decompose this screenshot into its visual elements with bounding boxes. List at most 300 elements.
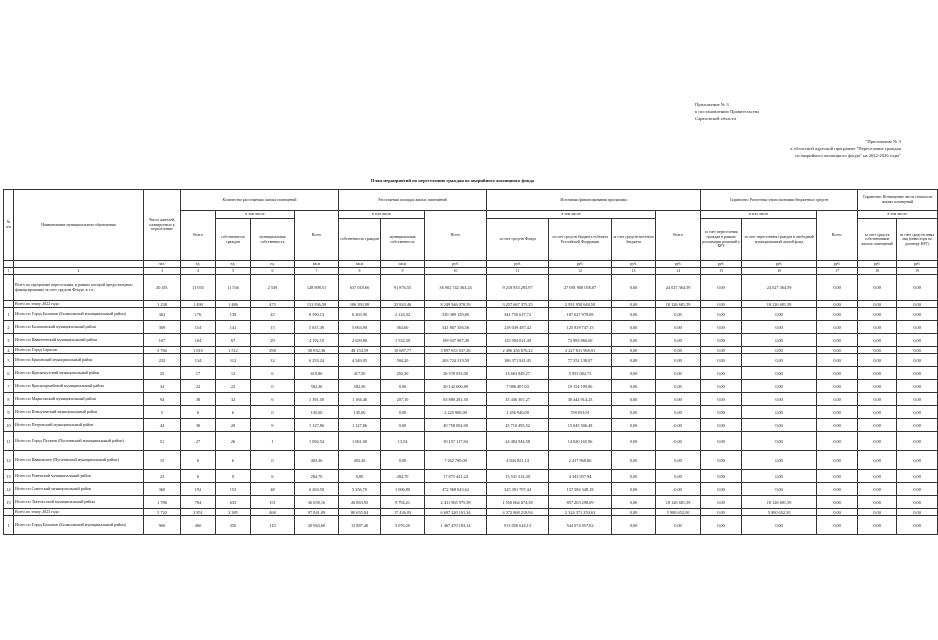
column-number-cell: 15 (701, 268, 742, 275)
row-value: 3 897 653 037,26 (425, 347, 487, 354)
column-number-cell: 18 (858, 268, 897, 275)
row-value: 77 352 138,07 (549, 354, 612, 367)
row-value: 0,00 (612, 354, 656, 367)
row-value: 9 (251, 419, 295, 432)
group-header-compensation: Справочно: Возмещение части стоимости жилых помещений (858, 190, 938, 211)
row-value: 0,00 (701, 451, 742, 470)
row-value: 5 637,49 (295, 321, 339, 334)
row-value: 5 900 652,50 (656, 509, 701, 516)
row-value: 0,00 (817, 406, 858, 419)
table-row (4, 367, 938, 380)
row-value: 1 238 (144, 301, 181, 308)
row-value: 10 154 199,86 (549, 380, 612, 393)
row-value: 0,00 (817, 470, 858, 483)
row-value: 18 126 681,59 (742, 301, 817, 308)
unit-cell: руб. (487, 261, 549, 268)
row-value: 7 986 407,03 (487, 380, 549, 393)
row-value: 0,00 (701, 496, 742, 509)
row-name: Итого по Советский муниципальный район (14, 483, 144, 496)
row-number: 3 (4, 334, 14, 347)
row-value: 5 (144, 406, 181, 419)
row-value: 18 126 681,59 (656, 301, 701, 308)
col-header-num: № п/п (4, 190, 14, 261)
row-value: 0,00 (897, 347, 938, 354)
row-value: 30 (181, 419, 216, 432)
row-value: 48 (251, 483, 295, 496)
row-value: 2 227 831 968,91 (549, 347, 612, 354)
row-value: 298 (251, 347, 295, 354)
table-row (4, 347, 938, 354)
row-value: 0,00 (612, 393, 656, 406)
row-number: 6 (4, 367, 14, 380)
unit-cell: руб. (656, 261, 701, 268)
row-number: 10 (4, 419, 14, 432)
row-value: 25 843,46 (381, 301, 425, 308)
row-value: 0,00 (817, 509, 858, 516)
row-value: 0,00 (817, 451, 858, 470)
table-row (4, 470, 938, 483)
row-value: 417,50 (339, 367, 381, 380)
row-value: 199 937 987,49 (425, 334, 487, 347)
row-value: 17 (181, 367, 216, 380)
unit-cell: кв.м (295, 261, 339, 268)
row-value: 472 968 043,62 (425, 483, 487, 496)
unit-cell: руб. (858, 261, 897, 268)
row-value: 0,00 (858, 354, 897, 367)
row-value: 18 126 681,59 (656, 496, 701, 509)
row-value: 0,00 (897, 516, 938, 535)
row-value: 0,00 (742, 321, 817, 334)
row-value: 1 094,54 (295, 432, 339, 451)
row-value: 151 (251, 496, 295, 509)
row-value: 0,00 (817, 367, 858, 380)
row-value: 0,00 (612, 509, 656, 516)
row-value: 460 (181, 516, 216, 535)
table-row (4, 496, 938, 509)
row-value: 2 659,80 (339, 334, 381, 347)
column-number-cell: 13 (612, 268, 656, 275)
row-value: 0,00 (701, 483, 742, 496)
col-header-kpt-krt: за счет переселения граждан в рамках реализации решений о КРТ (701, 219, 742, 261)
row-value: 15 (144, 451, 181, 470)
row-value: 363,60 (381, 321, 425, 334)
row-value: 1 810 (181, 347, 216, 354)
row-value: 362 (144, 308, 181, 321)
row-value: 403,36 (295, 451, 339, 470)
subheader-incl-fin: в том числе (487, 211, 656, 219)
row-value: 475 (251, 301, 295, 308)
row-number: 4 (4, 347, 14, 354)
row-value: 0,00 (897, 432, 938, 451)
row-name: Итого по Ершовский муниципальный район (14, 354, 144, 367)
row-name: Итого по Красноармейский муниципальный район (14, 380, 144, 393)
row-value: 0,00 (701, 380, 742, 393)
row-value: 0,00 (701, 516, 742, 535)
row-value: 0,00 (858, 432, 897, 451)
column-number-cell: 8 (339, 268, 381, 275)
row-value: 0,00 (817, 301, 858, 308)
row-value: 13 663 949,27 (487, 367, 549, 380)
column-number-cell: 5 (216, 268, 251, 275)
annex-line: к постановлению Правительства (695, 109, 759, 114)
unit-cell: руб. (549, 261, 612, 268)
row-value: 34 (144, 380, 181, 393)
group-header-financing: Источники финансирования программы (487, 190, 701, 211)
row-value: 38 (181, 393, 216, 406)
column-number-cell: 2 (14, 268, 144, 275)
row-value: 0,00 (858, 496, 897, 509)
row-value: 0,00 (858, 470, 897, 483)
document-title: План мероприятий по переселению граждан из аварийного жилищного фонда (370, 178, 535, 183)
row-value: 0,00 (612, 432, 656, 451)
table-row (4, 451, 938, 470)
row-value: 6 (251, 367, 295, 380)
row-value: 0,00 (612, 334, 656, 347)
column-number-cell: 17 (817, 268, 858, 275)
row-value: 0,00 (897, 419, 938, 432)
row-name: Итого по Балашовский муниципальный район (14, 321, 144, 334)
unit-cell: руб. (612, 261, 656, 268)
row-value: 769 053,91 (549, 406, 612, 419)
row-value: 0,00 (742, 483, 817, 496)
row-value: 468 (251, 509, 295, 516)
row-value: 0,00 (612, 301, 656, 308)
row-value: 22 (181, 380, 216, 393)
row-value: 112 (216, 354, 251, 367)
row-value: 207,10 (381, 393, 425, 406)
row-value: 4 343 937,94 (549, 470, 612, 483)
row-value: 0,00 (897, 308, 938, 321)
col-header-owners: за счет средств собственников жилых помещений (858, 219, 897, 261)
row-value: 619,80 (295, 367, 339, 380)
row-value: 263 724 319,59 (425, 354, 487, 367)
row-value: 0,00 (817, 347, 858, 354)
annex-header (695, 101, 900, 122)
row-value: 145,60 (295, 406, 339, 419)
row-value: 4 372 868 218,94 (487, 509, 549, 516)
row-value: 0,00 (742, 516, 817, 535)
row-value: 5 256,70 (339, 483, 381, 496)
row-value: 0,00 (656, 367, 701, 380)
row-number: 14 (4, 483, 14, 496)
row-value: 0,00 (858, 334, 897, 347)
row-number: 1 (4, 516, 14, 535)
row-value: 0,00 (612, 451, 656, 470)
row-value: 1 490 (181, 301, 216, 308)
row-value: 341 750 637,72 (487, 308, 549, 321)
table-row (4, 483, 938, 496)
row-value: 0,00 (858, 419, 897, 432)
col-header-residents: Число жителей, планируемых к переселению (144, 190, 181, 261)
row-value: 2 385 (216, 509, 251, 516)
table-row (4, 432, 938, 451)
row-value: 0,00 (858, 483, 897, 496)
row-value: 0,00 (701, 367, 742, 380)
row-value: 218 049 487,42 (487, 321, 549, 334)
row-value: 913 056 044,13 (487, 516, 549, 535)
row-value: 0,00 (817, 496, 858, 509)
row-number: 8 (4, 393, 14, 406)
row-value: 0,00 (742, 393, 817, 406)
row-value: 6 (181, 470, 216, 483)
row-number: 2 (4, 321, 14, 334)
unit-cell: руб. (897, 261, 938, 268)
row-value: 1 127,86 (295, 419, 339, 432)
row-value: 0,00 (742, 470, 817, 483)
row-value: 6 253,24 (295, 354, 339, 367)
row-value: 360 (144, 483, 181, 496)
row-value: 504,20 (381, 354, 425, 367)
row-value: 0,00 (381, 419, 425, 432)
row-value: 153 (216, 483, 251, 496)
row-name: Итого по Город Балашов (Балашовский муниципальный район) (14, 516, 144, 535)
row-name: Итого по Город Саратов (14, 347, 144, 354)
row-value: 0,00 (858, 275, 897, 301)
row-value: 0,00 (858, 393, 897, 406)
row-value: 0,00 (858, 509, 897, 516)
row-value: 36 902 742 363,24 (425, 275, 487, 301)
plan-table (3, 189, 938, 535)
row-value: 9 794,21 (381, 496, 425, 509)
row-value: 1 786 (144, 496, 181, 509)
row-value: 26 863,95 (339, 496, 381, 509)
row-value: 0,00 (817, 419, 858, 432)
row-value: 6 (216, 406, 251, 419)
row-value: 145,60 (339, 406, 381, 419)
col-header-name: Наименование муниципального образования (14, 190, 144, 261)
row-value: 67 (216, 334, 251, 347)
row-value: 0,00 (742, 367, 817, 380)
row-value: 15 (251, 321, 295, 334)
row-value: 17 875 421,24 (425, 470, 487, 483)
row-value: 0,00 (612, 367, 656, 380)
row-value: 137 586 348,18 (549, 483, 612, 496)
row-value: 0,00 (858, 380, 897, 393)
program-line: к областной адресной программе "Переселение граждан (790, 146, 901, 151)
row-value: 0,00 (656, 347, 701, 354)
row-value: 0,00 (817, 275, 858, 301)
col-header-subject: за счет средств бюджета субъекта Российской Федерации (549, 219, 612, 261)
row-value: 0,00 (742, 406, 817, 419)
table-row (4, 275, 938, 301)
row-value: 0,00 (897, 334, 938, 347)
row-value: 7 262 790,00 (425, 451, 487, 470)
row-value: 284,70 (381, 470, 425, 483)
row-value: 1 486 (216, 301, 251, 308)
row-value: 0,00 (656, 380, 701, 393)
row-value: 26 578 033,00 (425, 367, 487, 380)
row-value: 0,00 (701, 393, 742, 406)
row-value: 134 (181, 354, 216, 367)
row-name: Итого по Ивановское (Пугачевский муниципальный район) (14, 451, 144, 470)
annex-line: Приложение № 3 (695, 102, 729, 107)
row-value: 11 536 (216, 275, 251, 301)
row-number (4, 509, 14, 516)
column-number-cell: 6 (251, 268, 295, 275)
row-value: 2 951 958 648,58 (549, 301, 612, 308)
row-value: 0,00 (612, 470, 656, 483)
unit-cell: чел. (144, 261, 181, 268)
subheader-incl-area: в том числе (339, 211, 425, 219)
row-value: 104 (181, 334, 216, 347)
row-name: Итого по Энгельсский муниципальный район (14, 496, 144, 509)
table-row (4, 354, 938, 367)
column-number-cell: 10 (425, 268, 487, 275)
row-value: 0,00 (701, 301, 742, 308)
row-value: 14 620 165,96 (549, 432, 612, 451)
row-value: 1 (251, 432, 295, 451)
row-value: 4 549,05 (339, 354, 381, 367)
row-value: 5 900 652,50 (742, 509, 817, 516)
row-value: 48 154,59 (339, 347, 381, 354)
row-value: 0,00 (381, 380, 425, 393)
row-value: 0,00 (858, 321, 897, 334)
row-value: 106 393,98 (339, 301, 381, 308)
unit-cell: ед. (216, 261, 251, 268)
col-header-area-mun: муниципальная собственность (381, 219, 425, 261)
row-value: 0,00 (612, 275, 656, 301)
row-value: 18 126 681,59 (742, 496, 817, 509)
row-value: 0,00 (817, 354, 858, 367)
row-value: 0,00 (656, 393, 701, 406)
row-value: 0,00 (701, 354, 742, 367)
row-value: 0,00 (817, 334, 858, 347)
row-value: 0,00 (656, 406, 701, 419)
unit-cell: руб. (817, 261, 858, 268)
row-value: 341 867 356,56 (425, 321, 487, 334)
row-value: 20 142 606,89 (425, 380, 487, 393)
row-value: 0,00 (656, 321, 701, 334)
row-value: 0,00 (858, 347, 897, 354)
row-value: 1 550 664 674,38 (487, 496, 549, 509)
row-value: 8 249 946 078,59 (425, 301, 487, 308)
row-name: Итого по Новоузенский муниципальный район (14, 406, 144, 419)
row-value: 582,30 (295, 380, 339, 393)
row-value: 6 (251, 470, 295, 483)
column-number-cell: 11 (487, 268, 549, 275)
column-number-cell: 1 (4, 268, 14, 275)
group-header-savings: Справочно: Расчетная сумма экономии бюджетных средств (701, 190, 858, 211)
row-value: 0,00 (742, 419, 817, 432)
row-value: 17 436,05 (381, 509, 425, 516)
program-line: "Приложение № 3 (865, 139, 901, 144)
row-value: 0,00 (742, 354, 817, 367)
row-value: 0,00 (897, 483, 938, 496)
row-value: 5 063,90 (339, 321, 381, 334)
row-value: 11 035 (181, 275, 216, 301)
table-row (4, 509, 938, 516)
row-value: 5 720 (144, 509, 181, 516)
col-header-kpt-free: за счет переселения граждан в свободный муниципальный жилой фонд (742, 219, 817, 261)
row-value: 0,00 (897, 393, 938, 406)
row-value: 0,00 (742, 432, 817, 451)
row-value: 4 192,10 (295, 334, 339, 347)
row-number (4, 275, 14, 301)
row-value: 12 (216, 367, 251, 380)
unit-cell: ед. (181, 261, 216, 268)
row-value: 0,00 (897, 406, 938, 419)
row-value: 0,00 (612, 406, 656, 419)
row-value: 192 (181, 483, 216, 496)
row-number: 13 (4, 470, 14, 483)
unit-cell: ед. (251, 261, 295, 268)
table-row (4, 380, 938, 393)
row-value: 0,00 (381, 451, 425, 470)
row-value: 2 417 968,86 (549, 451, 612, 470)
table-row (4, 334, 938, 347)
row-value: 0,00 (701, 406, 742, 419)
row-value: 0,00 (897, 380, 938, 393)
row-value: 284,70 (295, 470, 339, 483)
row-value: 0,00 (656, 516, 701, 535)
row-value: 0,00 (656, 432, 701, 451)
row-value: 0,00 (656, 308, 701, 321)
row-value: 0,00 (817, 483, 858, 496)
row-value: 65 880 281,50 (425, 393, 487, 406)
row-value: 5 766 (144, 347, 181, 354)
row-value: 139 (216, 308, 251, 321)
row-name: Всего по этапу 2023 года (14, 509, 144, 516)
unit-cell: кв.м (381, 261, 425, 268)
row-value: 0,00 (656, 470, 701, 483)
row-value: 0,00 (381, 406, 425, 419)
col-header-area-total: Всего (295, 211, 339, 261)
row-value: 25 710 495,52 (487, 419, 549, 432)
row-value: 0,00 (858, 406, 897, 419)
row-value: 186 371 941,45 (487, 354, 549, 367)
column-number-cell: 3 (144, 268, 181, 275)
row-value: 27 081 908 058,07 (549, 275, 612, 301)
col-header-fin-total: Всего (425, 211, 487, 261)
row-value: 0,00 (858, 308, 897, 321)
row-value: 0,00 (817, 321, 858, 334)
row-value: 0,00 (817, 380, 858, 393)
row-value: 0,00 (612, 516, 656, 535)
row-value: 22 (216, 380, 251, 393)
table-row (4, 406, 938, 419)
col-header-count-total: Всего (181, 211, 216, 261)
row-value: 350 (216, 516, 251, 535)
column-number-cell: 16 (742, 268, 817, 275)
row-value: 20 451 (144, 275, 181, 301)
row-value: 0,00 (701, 470, 742, 483)
row-number: 5 (4, 354, 14, 367)
row-value: 0,00 (817, 308, 858, 321)
row-value: 0,00 (612, 308, 656, 321)
row-value: 784 (181, 496, 216, 509)
row-value: 0,00 (612, 380, 656, 393)
col-header-comp-total: Всего: (817, 211, 858, 261)
row-value: 1 512 (216, 347, 251, 354)
row-value: 1 456 946,09 (487, 406, 549, 419)
row-value: 167 (144, 334, 181, 347)
row-value: 529 389 159,80 (425, 308, 487, 321)
row-value: 0,00 (858, 301, 897, 308)
row-value: 24 027 364,59 (656, 275, 701, 301)
row-value: 40 758 002,00 (425, 419, 487, 432)
row-value: 0,00 (897, 301, 938, 308)
row-value: 6 263,50 (295, 483, 339, 496)
row-value: 15 887,40 (339, 516, 381, 535)
row-value: 0,00 (612, 496, 656, 509)
annex-line: Саратовской области (695, 116, 737, 121)
row-name: Итого по Ивантеевский муниципальный район (14, 334, 144, 347)
row-value: 1 061,00 (339, 432, 381, 451)
row-name: Итого по Ровенский муниципальный район (14, 470, 144, 483)
row-value: 232 (144, 354, 181, 367)
row-value: 3 257 667 375,25 (487, 301, 549, 308)
row-value: 0,00 (701, 432, 742, 451)
